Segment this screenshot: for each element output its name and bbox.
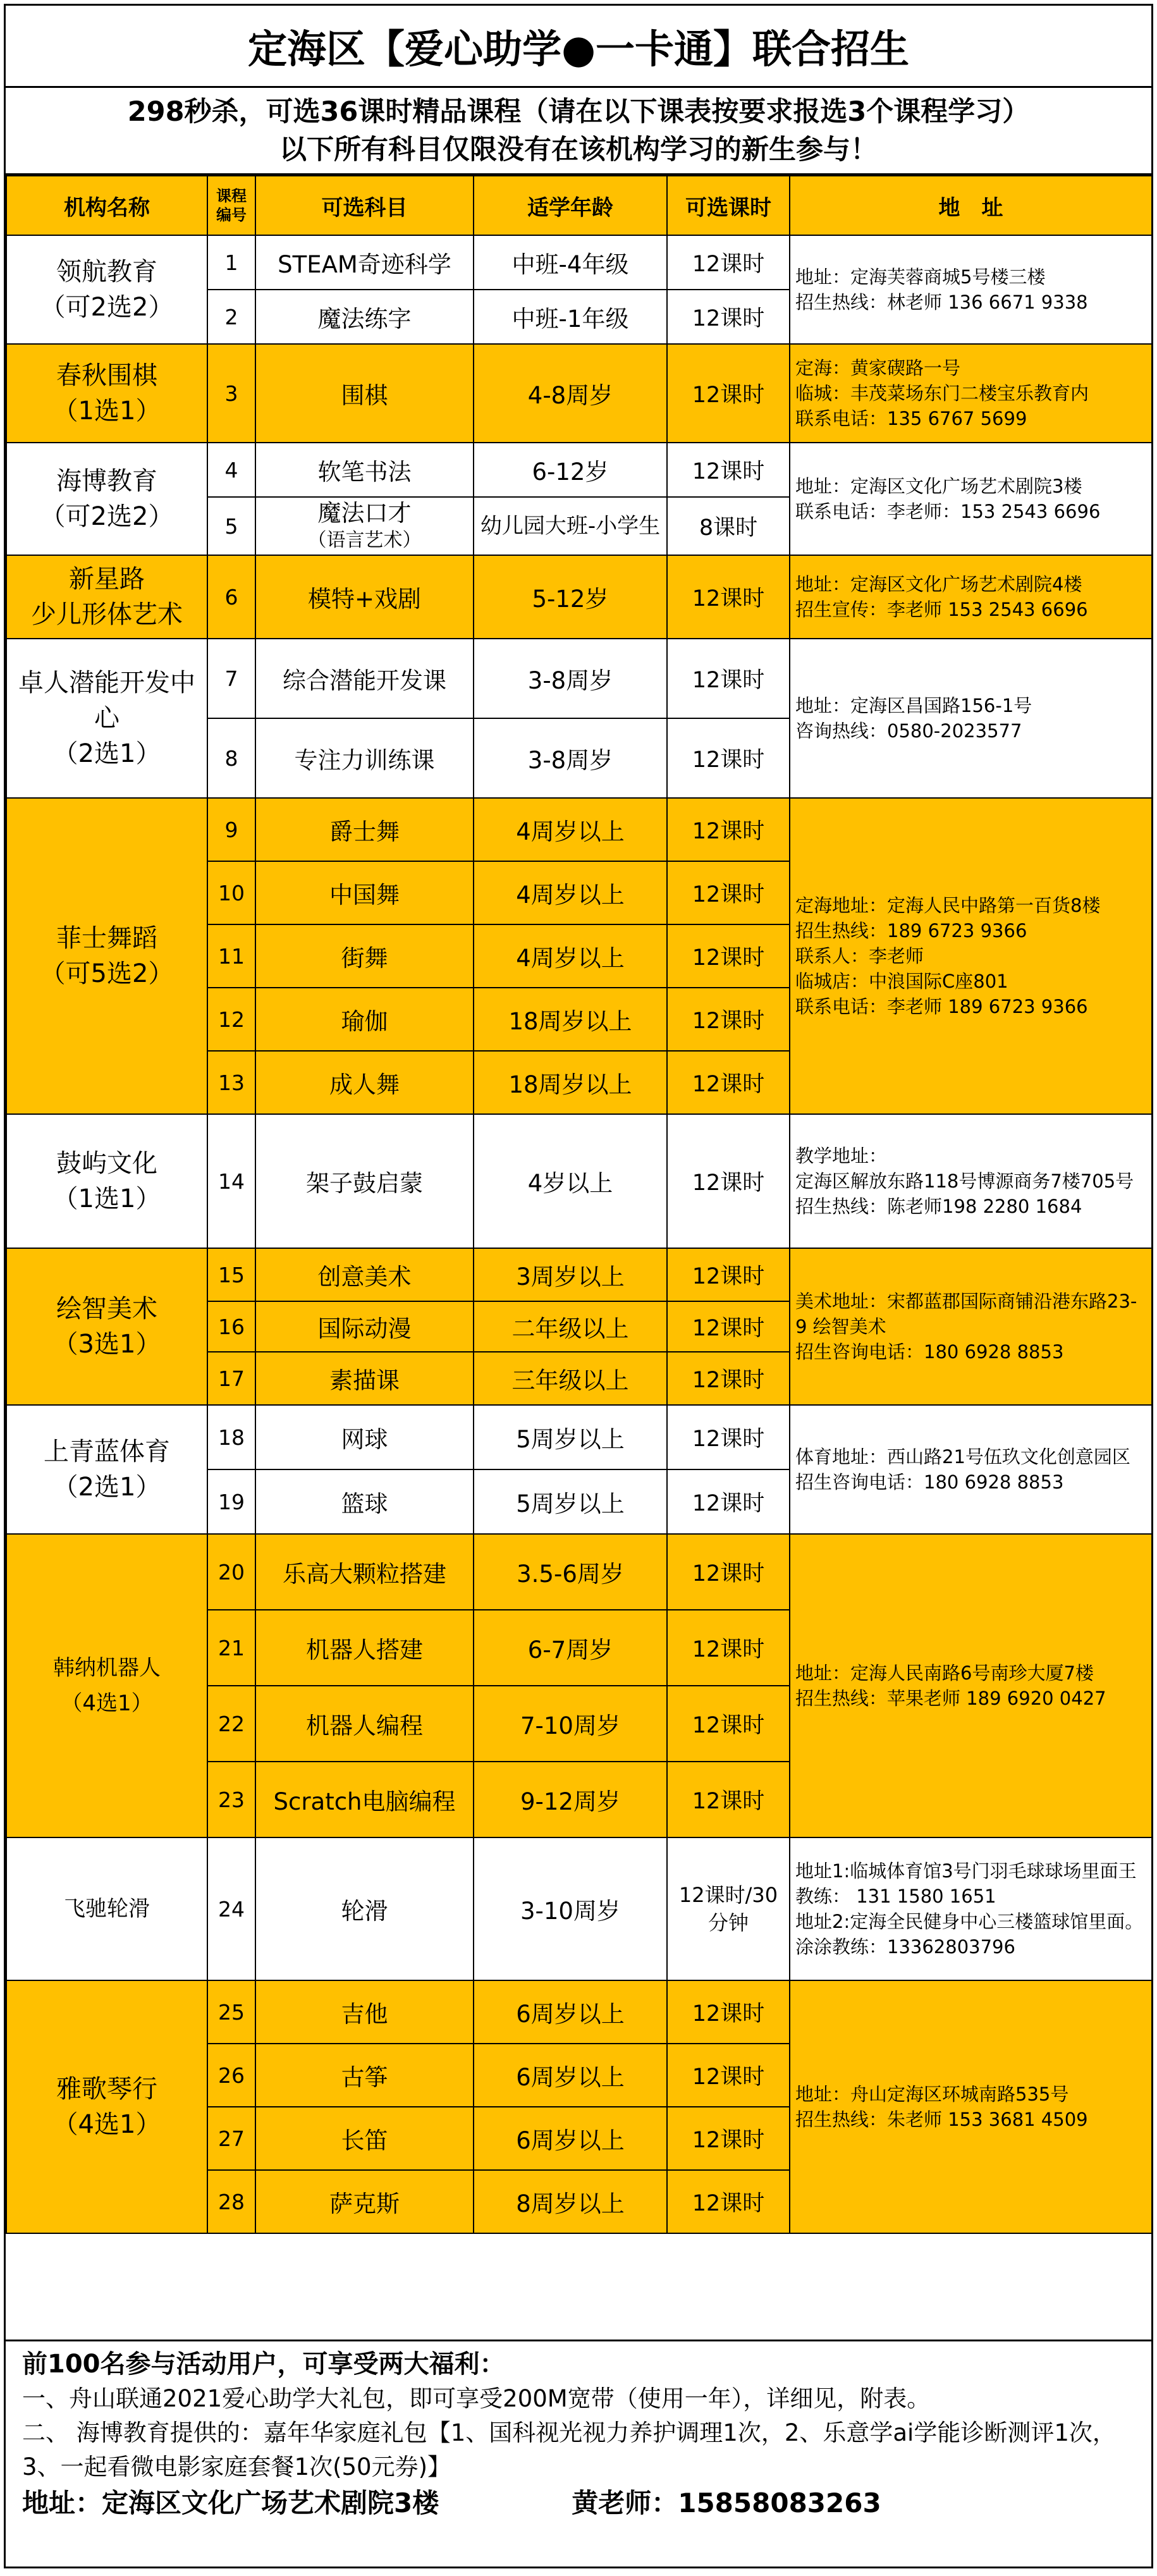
header-hours: 可选课时 (667, 176, 790, 235)
course-hours: 12课时 (667, 443, 790, 497)
course-subject: 模特+戏剧 (255, 555, 474, 639)
course-number: 27 (207, 2107, 255, 2170)
course-age: 6周岁以上 (474, 2044, 667, 2107)
address-cell (790, 798, 1152, 1114)
institution-name: 春秋围棋 (56, 361, 157, 390)
course-subject: Scratch电脑编程 (255, 1762, 474, 1837)
table-row (6, 555, 1152, 639)
course-hours: 12课时 (667, 1469, 790, 1534)
course-subject: 专注力训练课 (255, 718, 474, 798)
course-number: 24 (207, 1837, 255, 1980)
course-number: 25 (207, 1980, 255, 2044)
address-line: 教学地址： (795, 1145, 888, 1167)
course-age: 6-7周岁 (474, 1610, 667, 1686)
course-hours: 12课时 (667, 1405, 790, 1469)
course-subject: 中国舞 (255, 861, 474, 924)
institution-name: 鼓屿文化 (56, 1149, 157, 1178)
institution-note: （1选1） (52, 396, 161, 426)
table-row (6, 1837, 1152, 1980)
course-subject: 轮滑 (255, 1837, 474, 1980)
course-number: 12 (207, 988, 255, 1051)
course-number: 4 (207, 443, 255, 497)
address-line: 招生热线：苹果老师 189 6920 0427 (795, 1688, 1106, 1709)
course-hours: 12课时 (667, 861, 790, 924)
address-line: 联系电话：135 6767 5699 (795, 408, 1027, 429)
course-age: 7-10周岁 (474, 1686, 667, 1762)
footer (6, 2340, 1151, 2567)
course-hours: 12课时 (667, 1301, 790, 1352)
address-line: 美术地址：宋都蓝郡国际商铺沿港东路23-9 绘智美术 (795, 1291, 1137, 1337)
course-age: 6周岁以上 (474, 1980, 667, 2044)
address-line: 地址1:临城体育馆3号门羽毛球球场里面王教练： 131 1580 1651 (795, 1860, 1137, 1907)
course-hours: 12课时 (667, 924, 790, 988)
course-age: 4岁以上 (474, 1114, 667, 1248)
course-age: 5-12岁 (474, 555, 667, 639)
institution-name: 卓人潜能开发中心 (18, 668, 195, 733)
institution-cell (6, 1248, 207, 1405)
address-line: 地址2:定海全民健身中心三楼篮球馆里面。 涂涂教练：13362803796 (795, 1911, 1144, 1958)
institution-cell (6, 1114, 207, 1248)
course-number: 28 (207, 2170, 255, 2233)
course-hours: 12课时 (667, 1352, 790, 1405)
course-age: 3周岁以上 (474, 1248, 667, 1301)
institution-name: 领航教育 (56, 257, 157, 286)
header-course-no: 课程编号 (207, 176, 255, 235)
table-row (6, 639, 1152, 718)
address-cell (790, 1980, 1152, 2233)
course-age: 4周岁以上 (474, 924, 667, 988)
address-line: 招生热线：朱老师 153 3681 4509 (795, 2109, 1088, 2130)
course-number: 2 (207, 290, 255, 344)
table-row (6, 235, 1152, 290)
address-line: 联系电话：李老师：153 2543 6696 (795, 501, 1101, 522)
address-cell (790, 555, 1152, 639)
institution-name: 雅歌琴行 (56, 2075, 157, 2104)
footer-contact-line (22, 2484, 1135, 2522)
address-line: 定海：黄家碶路一号 (795, 357, 961, 379)
course-subject: 机器人搭建 (255, 1610, 474, 1686)
course-number: 10 (207, 861, 255, 924)
header-address: 地 址 (790, 176, 1152, 235)
institution-cell (6, 344, 207, 443)
course-hours: 12课时 (667, 1051, 790, 1114)
course-table-body (6, 235, 1152, 2233)
address-cell (790, 1534, 1152, 1837)
poster (4, 4, 1153, 2568)
course-age: 中班-1年级 (474, 290, 667, 344)
course-number: 1 (207, 235, 255, 290)
course-hours: 8课时 (667, 497, 790, 555)
course-subject (255, 497, 474, 555)
institution-cell (6, 443, 207, 555)
footer-benefit-1: 一、舟山联通2021爱心助学大礼包，即可享受200M宽带（使用一年），详细见，附表。 (22, 2385, 931, 2412)
header-subject: 可选科目 (255, 176, 474, 235)
course-hours: 12课时 (667, 1114, 790, 1248)
course-number: 7 (207, 639, 255, 718)
address-line: 招生咨询电话：180 6928 8853 (795, 1341, 1064, 1363)
institution-note: 少儿形体艺术 (31, 600, 183, 629)
address-line: 地址：舟山定海区环城南路535号 (795, 2083, 1069, 2105)
course-number: 9 (207, 798, 255, 861)
course-hours: 12课时 (667, 2170, 790, 2233)
address-line: 地址：定海区文化广场艺术剧院4楼 (795, 573, 1082, 595)
address-line: 地址：定海人民南路6号南珍大厦7楼 (795, 1662, 1094, 1684)
course-subject: 机器人编程 (255, 1686, 474, 1762)
course-number: 19 (207, 1469, 255, 1534)
address-line: 招生咨询电话：180 6928 8853 (795, 1471, 1064, 1493)
address-cell (790, 344, 1152, 443)
course-subject: 架子鼓启蒙 (255, 1114, 474, 1248)
course-age: 9-12周岁 (474, 1762, 667, 1837)
institution-cell (6, 1534, 207, 1837)
address-cell (790, 1405, 1152, 1534)
address-line: 招生热线：林老师 136 6671 9338 (795, 291, 1088, 313)
course-age: 3-8周岁 (474, 718, 667, 798)
institution-note: （4选1） (52, 2110, 161, 2139)
course-number: 5 (207, 497, 255, 555)
header-institution: 机构名称 (6, 176, 207, 235)
course-hours: 12课时 (667, 1762, 790, 1837)
course-hours: 12课时 (667, 1686, 790, 1762)
course-number: 15 (207, 1248, 255, 1301)
address-line: 地址：定海区文化广场艺术剧院3楼 (795, 475, 1082, 497)
address-line: 地址：定海芙蓉商城5号楼三楼 (795, 266, 1046, 288)
course-number: 26 (207, 2044, 255, 2107)
course-age: 二年级以上 (474, 1301, 667, 1352)
institution-cell (6, 235, 207, 344)
course-hours: 12课时 (667, 235, 790, 290)
table-row (6, 1248, 1152, 1301)
institution-note: （4选1） (61, 1691, 153, 1716)
course-number: 21 (207, 1610, 255, 1686)
poster-subtitle (6, 88, 1151, 175)
institution-cell (6, 1980, 207, 2233)
course-subject: 篮球 (255, 1469, 474, 1534)
table-row (6, 1405, 1152, 1469)
course-number: 23 (207, 1762, 255, 1837)
address-cell (790, 1114, 1152, 1248)
institution-cell (6, 1837, 207, 1980)
course-hours: 12课时 (667, 718, 790, 798)
course-subject: 乐高大颗粒搭建 (255, 1534, 474, 1610)
course-subject: 网球 (255, 1405, 474, 1469)
address-line: 体育地址：西山路21号伍玖文化创意园区 (795, 1446, 1130, 1468)
institution-note: （可5选2） (40, 959, 174, 988)
institution-name: 上青蓝体育 (44, 1437, 170, 1466)
address-cell (790, 443, 1152, 555)
course-number: 6 (207, 555, 255, 639)
footer-benefits-title: 前100名参与活动用户，可享受两大福利： (22, 2350, 505, 2379)
course-age: 中班-4年级 (474, 235, 667, 290)
course-subject-name: 魔法口才 (317, 500, 412, 527)
course-hours: 12课时 (667, 1534, 790, 1610)
subtitle-line-1: 298秒杀，可选36课时精品课程（请在以下课表按要求报选3个课程学习） (127, 95, 1030, 128)
table-row (6, 798, 1152, 861)
course-subject: 国际动漫 (255, 1301, 474, 1352)
footer-benefit-2: 二、 海博教育提供的：嘉年华家庭礼包【1、国科视光视力养护调理1次，2、乐意学ai学能诊断测评1次，3、一起看微电影家庭套餐1次(50元券)】 (22, 2419, 1116, 2481)
institution-cell (6, 555, 207, 639)
course-hours: 12课时 (667, 1248, 790, 1301)
course-hours: 12课时 (667, 2107, 790, 2170)
address-line: 定海区解放东路118号博源商务7楼705号 (795, 1170, 1134, 1192)
address-line: 招生热线：189 6723 9366 (795, 920, 1027, 941)
course-subject: 吉他 (255, 1980, 474, 2044)
course-subject: 街舞 (255, 924, 474, 988)
institution-name: 绘智美术 (56, 1294, 157, 1323)
footer-address: 地址：定海区文化广场艺术剧院3楼 (22, 2487, 439, 2518)
address-cell (790, 1248, 1152, 1405)
course-age: 4周岁以上 (474, 798, 667, 861)
table-header-row (6, 176, 1152, 235)
course-subject: 成人舞 (255, 1051, 474, 1114)
address-line: 临城：丰茂菜场东门二楼宝乐教育内 (795, 383, 1089, 404)
course-hours: 12课时 (667, 639, 790, 718)
course-hours: 12课时 (667, 290, 790, 344)
course-age: 幼儿园大班-小学生 (474, 497, 667, 555)
address-cell (790, 1837, 1152, 1980)
institution-cell (6, 1405, 207, 1534)
course-subject: 创意美术 (255, 1248, 474, 1301)
address-line: 定海地址：定海人民中路第一百货8楼 (795, 895, 1101, 916)
course-number: 11 (207, 924, 255, 988)
course-age: 18周岁以上 (474, 1051, 667, 1114)
course-subject: 萨克斯 (255, 2170, 474, 2233)
course-age: 3-10周岁 (474, 1837, 667, 1980)
address-line: 咨询热线：0580-2023577 (795, 720, 1022, 742)
course-subject: 综合潜能开发课 (255, 639, 474, 718)
subtitle-line-2: 以下所有科目仅限没有在该机构学习的新生参与！ (279, 133, 878, 166)
address-cell (790, 235, 1152, 344)
course-age: 3.5-6周岁 (474, 1534, 667, 1610)
course-age: 4-8周岁 (474, 344, 667, 443)
institution-name: 飞驰轮滑 (64, 1896, 150, 1922)
course-age: 三年级以上 (474, 1352, 667, 1405)
course-number: 17 (207, 1352, 255, 1405)
course-hours: 12课时 (667, 555, 790, 639)
course-subject: 软笔书法 (255, 443, 474, 497)
address-line: 联系人：李老师 (795, 945, 924, 967)
course-age: 8周岁以上 (474, 2170, 667, 2233)
table-row (6, 344, 1152, 443)
course-age: 3-8周岁 (474, 639, 667, 718)
address-cell (790, 639, 1152, 798)
course-hours: 12课时/30分钟 (667, 1837, 790, 1980)
course-hours: 12课时 (667, 344, 790, 443)
course-subject: 长笛 (255, 2107, 474, 2170)
course-hours: 12课时 (667, 2044, 790, 2107)
address-line: 招生热线：陈老师198 2280 1684 (795, 1196, 1082, 1217)
table-row (6, 443, 1152, 497)
institution-name: 海博教育 (56, 467, 157, 496)
address-line: 招生宣传：李老师 153 2543 6696 (795, 599, 1088, 620)
header-age: 适学年龄 (474, 176, 667, 235)
course-table (6, 175, 1153, 2234)
institution-note: （2选1） (52, 1473, 161, 1502)
course-hours: 12课时 (667, 1980, 790, 2044)
course-subject: 素描课 (255, 1352, 474, 1405)
course-age: 18周岁以上 (474, 988, 667, 1051)
institution-cell (6, 639, 207, 798)
institution-note: （可2选2） (40, 502, 174, 531)
institution-note: （3选1） (52, 1330, 161, 1359)
institution-name: 新星路 (69, 565, 145, 594)
institution-cell (6, 798, 207, 1114)
institution-note: （1选1） (52, 1184, 161, 1213)
course-age: 5周岁以上 (474, 1469, 667, 1534)
course-number: 13 (207, 1051, 255, 1114)
table-row (6, 1980, 1152, 2044)
poster-title: 定海区【爱心助学●一卡通】联合招生 (6, 6, 1151, 88)
table-row (6, 1534, 1152, 1610)
course-subject: 古筝 (255, 2044, 474, 2107)
address-line: 联系电话：李老师 189 6723 9366 (795, 996, 1088, 1017)
course-subject: 魔法练字 (255, 290, 474, 344)
course-number: 8 (207, 718, 255, 798)
course-subject: 爵士舞 (255, 798, 474, 861)
course-subject-note: （语言艺术） (307, 529, 422, 551)
address-line: 临城店：中浪国际C座801 (795, 971, 1008, 992)
table-row (6, 1114, 1152, 1248)
course-subject: 瑜伽 (255, 988, 474, 1051)
course-hours: 12课时 (667, 1610, 790, 1686)
institution-name: 韩纳机器人 (53, 1655, 161, 1681)
address-line: 地址：定海区昌国路156-1号 (795, 695, 1032, 716)
course-number: 14 (207, 1114, 255, 1248)
course-subject: STEAM奇迹科学 (255, 235, 474, 290)
course-age: 6-12岁 (474, 443, 667, 497)
course-subject: 围棋 (255, 344, 474, 443)
course-hours: 12课时 (667, 988, 790, 1051)
course-number: 22 (207, 1686, 255, 1762)
course-number: 16 (207, 1301, 255, 1352)
institution-note: （2选1） (52, 739, 161, 768)
footer-contact: 黄老师：15858083263 (572, 2487, 881, 2518)
course-age: 5周岁以上 (474, 1405, 667, 1469)
course-hours: 12课时 (667, 798, 790, 861)
institution-name: 菲士舞蹈 (56, 924, 157, 953)
course-number: 18 (207, 1405, 255, 1469)
institution-note: （可2选2） (40, 293, 174, 322)
course-age: 6周岁以上 (474, 2107, 667, 2170)
course-number: 20 (207, 1534, 255, 1610)
course-age: 4周岁以上 (474, 861, 667, 924)
course-number: 3 (207, 344, 255, 443)
